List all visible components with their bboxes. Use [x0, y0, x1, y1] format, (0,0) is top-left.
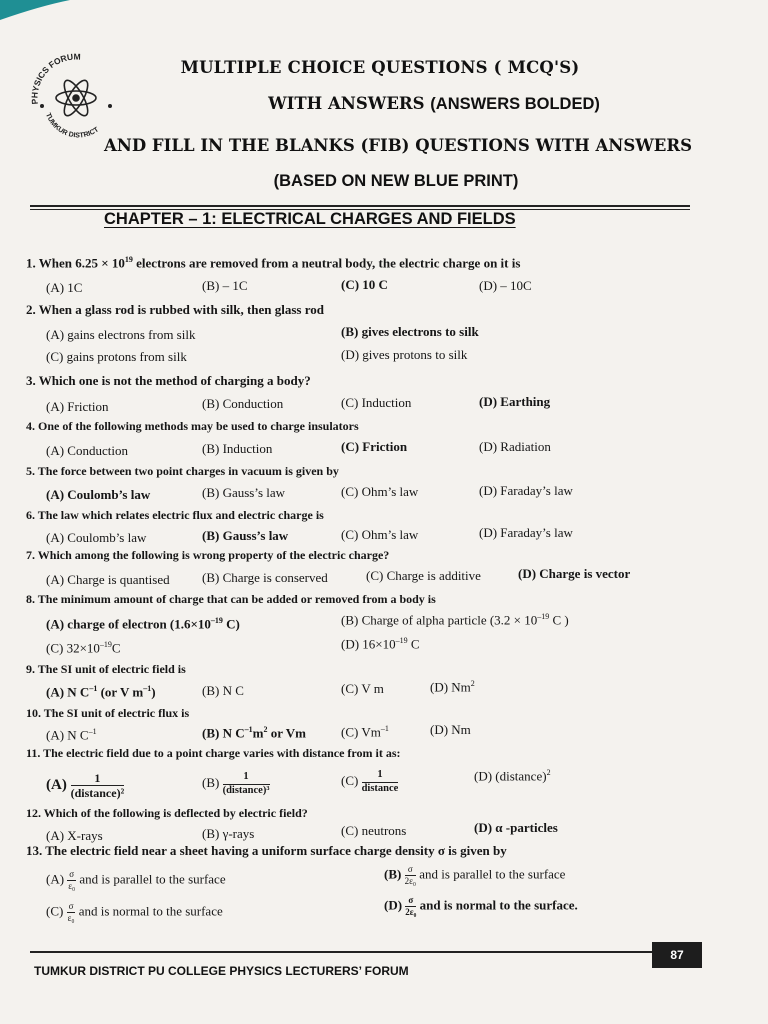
question-13: 13. The electric field near a sheet having a uniform surface charge density σ is given by [26, 843, 507, 858]
option-8a: (A) charge of electron ($1.6\times 10^{-19}$ C) [46, 616, 240, 632]
question-9: 9. The SI unit of electric field is [26, 662, 186, 676]
logo-bottom-text: TUMKUR DISTRICT [44, 112, 101, 140]
option-10a: (A) N $C^{-1}$ [46, 727, 97, 743]
fraction: $\frac{\sigma}{\text{2ε₀}}$ [405, 895, 417, 917]
option-5a: (A) Coulomb’s law [46, 487, 151, 502]
option-2a: (A) gains electrons from silk [46, 327, 196, 342]
fraction: $\frac{\sigma}{\text{ε₀}}$ [68, 869, 76, 891]
chapter-title: CHAPTER – 1: ELECTRICAL CHARGES AND FIELDS [104, 210, 516, 228]
option-2d: (D) gives protons to silk [341, 347, 468, 362]
option-5b: (B) Gauss’s law [202, 485, 286, 500]
corner-accent [0, 0, 70, 22]
option-4d: (D) Radiation [479, 439, 551, 454]
question-4: 4. One of the following methods may be used to charge insulators [26, 419, 359, 433]
option-3b: (B) Conduction [202, 396, 284, 411]
option-12b: (B) γ-rays [202, 826, 255, 841]
option-3a: (A) Friction [46, 399, 109, 414]
fraction: $\frac{\sigma}{\text{2ε₀}}$ [404, 864, 417, 886]
option-11a: (A) $\frac{1}{\text{(distance)²}}$ [46, 771, 125, 800]
option-6d: (D) Faraday’s law [479, 525, 573, 540]
option-7d: (D) Charge is vector [518, 566, 631, 581]
option-12d: (D) α -particles [474, 820, 558, 835]
question-1: 1. When $6.25 \times 10^{19}$ electrons are removed from a neutral body, the electric charge on it is [26, 255, 521, 271]
question-8: 8. The minimum amount of charge that can be added or removed from a body is [26, 592, 436, 606]
option-10d: (D) Nm [430, 722, 471, 737]
question-10: 10. The SI unit of electric flux is [26, 706, 190, 720]
header-rule [30, 205, 690, 207]
question-7: 7. Which among the following is wrong property of the electric charge? [26, 548, 390, 562]
option-1c: (C) 10 C [341, 277, 388, 292]
option-13b: (B) $\frac{\sigma}{\text{2ε₀}}$ and is parallel to the surface [384, 864, 566, 886]
option-11b: (B) $\frac{1}{\text{(distance)³}}$ [202, 771, 270, 796]
option-6c: (C) Ohm’s law [341, 527, 419, 542]
fraction: $\frac{1}{\text{(distance)³}}$ [222, 771, 270, 796]
option-7a: (A) Charge is quantised [46, 572, 170, 587]
option-12c: (C) neutrons [341, 823, 407, 838]
option-6a: (A) Coulomb’s law [46, 530, 147, 545]
page-number: 87 [652, 942, 702, 968]
question-11: 11. The electric field due to a point charge varies with distance from it as: [26, 746, 401, 760]
title-line-3: AND FILL IN THE BLANKS (FIB) QUESTIONS WITH ANSWERS [104, 136, 692, 155]
option-2c: (C) gains protons from silk [46, 349, 187, 364]
title-line-2 [50, 94, 768, 114]
option-7c: (C) Charge is additive [366, 568, 481, 583]
option-5c: (C) Ohm’s law [341, 484, 419, 499]
option-10b: (B) N $C^{-1}m^2$ or Vm [202, 725, 306, 741]
option-8c: (C) $32\times 10^{-19}C$ [46, 640, 121, 656]
option-9b: (B) N C [202, 683, 244, 698]
option-6b: (B) Gauss’s law [202, 528, 289, 543]
option-11c: (C) $\frac{1}{\text{distance}}$ [341, 769, 399, 794]
option-4c: (C) Friction [341, 439, 408, 454]
question-3: 3. Which one is not the method of charging a body? [26, 373, 311, 388]
question-6: 6. The law which relates electric flux and electric charge is [26, 508, 324, 522]
option-5d: (D) Faraday’s law [479, 483, 573, 498]
title-line-2a: WITH ANSWERS [268, 94, 425, 113]
option-8d: (D) $16\times 10^{-19}$ C [341, 636, 420, 652]
option-3c: (C) Induction [341, 395, 412, 410]
question-2: 2. When a glass rod is rubbed with silk, then glass rod [26, 302, 324, 317]
footer-text: TUMKUR DISTRICT PU COLLEGE PHYSICS LECTURERS’ FORUM [34, 964, 409, 978]
option-7b: (B) Charge is conserved [202, 570, 328, 585]
option-3d: (D) Earthing [479, 394, 551, 409]
title-line-1: MULTIPLE CHOICE QUESTIONS ( MCQ'S) [180, 58, 580, 77]
option-8b: (B) Charge of alpha particle ($3.2 \times 10^{-19}$ C ) [341, 612, 569, 628]
option-1d: (D) – 10C [479, 278, 532, 293]
footer-rule [30, 951, 652, 953]
option-13a: (A) $\frac{\sigma}{\text{ε₀}}$ and is parallel to the surface [46, 869, 226, 891]
option-4b: (B) Induction [202, 441, 273, 456]
option-10c: (C) $Vm^{-1}$ [341, 724, 389, 740]
option-1b: (B) – 1C [202, 278, 248, 293]
question-12: 12. Which of the following is deflected by electric field? [26, 806, 308, 820]
option-2b: (B) gives electrons to silk [341, 324, 479, 339]
option-9c: (C) V m [341, 681, 384, 696]
fraction: $\frac{\sigma}{\text{ε₀}}$ [67, 901, 75, 923]
option-9d: (D) Nm$^2$ [430, 679, 475, 695]
q-number: 1. [26, 255, 39, 271]
option-13c: (C) $\frac{\sigma}{\text{ε₀}}$ and is normal to the surface [46, 901, 223, 923]
option-13d: (D) $\frac{\sigma}{\text{2ε₀}}$ and is normal to the surface. [384, 895, 578, 917]
logo-top-text: PHYSICS FORUM [29, 52, 81, 105]
fraction: $\frac{1}{\text{distance}}$ [361, 769, 399, 794]
question-5: 5. The force between two point charges in vacuum is given by [26, 464, 339, 478]
option-4a: (A) Conduction [46, 443, 128, 458]
title-line-4: (BASED ON NEW BLUE PRINT) [273, 172, 519, 190]
option-12a: (A) X-rays [46, 828, 103, 843]
fraction: $\frac{1}{\text{(distance)²}}$ [70, 771, 125, 800]
option-9a: (A) N $C^{-1}$ (or V $m^{-1}$) [46, 684, 156, 700]
option-11d: (D) (distance)$^2$ [474, 768, 551, 784]
option-1a: (A) 1C [46, 280, 83, 295]
title-line-2b: (ANSWERS BOLDED) [430, 95, 600, 113]
